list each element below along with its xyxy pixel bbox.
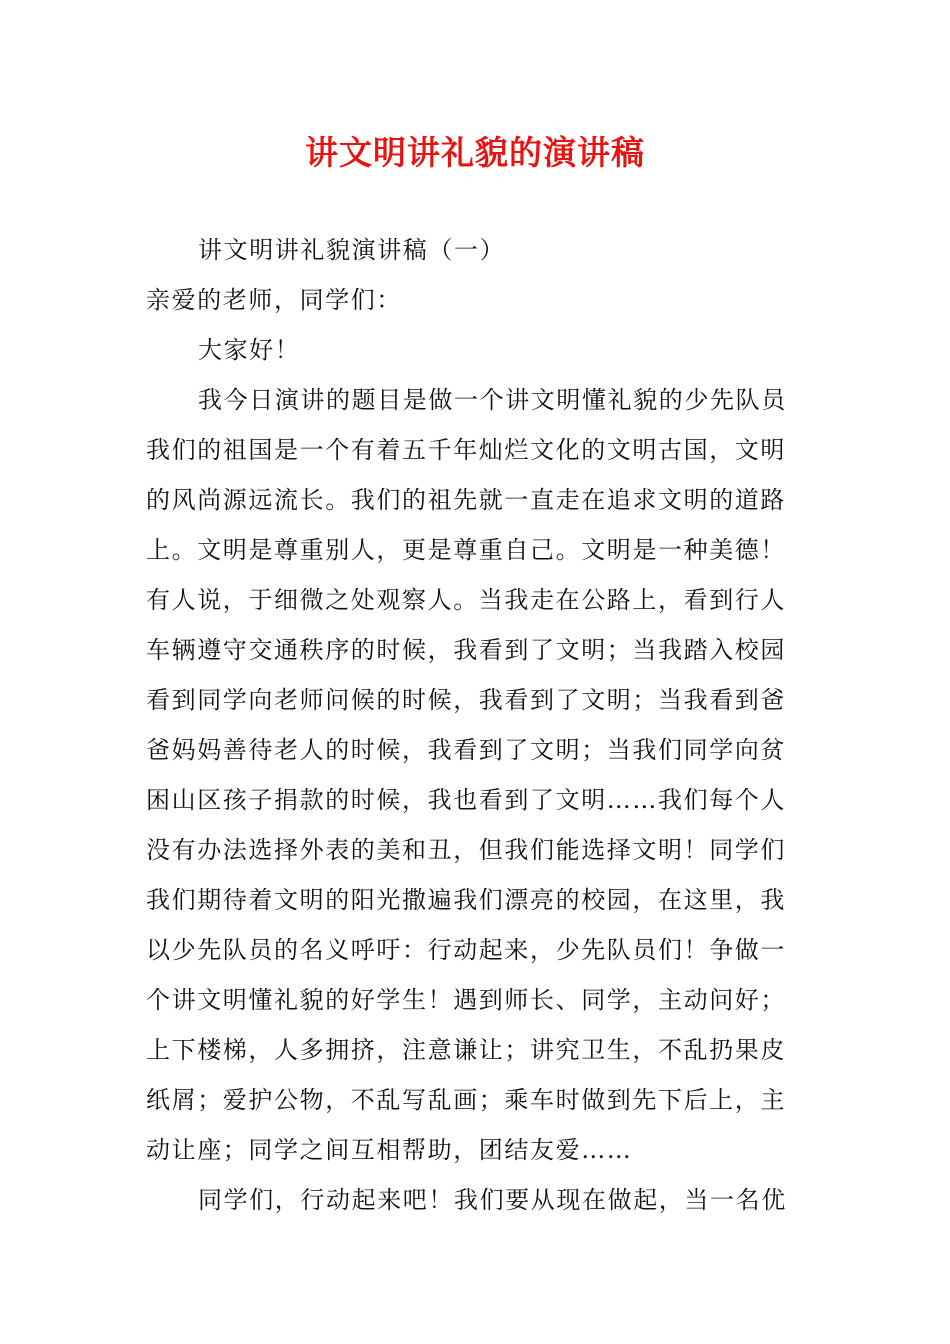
paragraph-line: 有人说，于细微之处观察人。当我走在公路上，看到行人	[146, 586, 786, 614]
greeting-text: 亲爱的老师，同学们：	[146, 286, 402, 314]
speech-subtitle	[146, 225, 810, 275]
paragraph-line: 我们的祖国是一个有着五千年灿烂文化的文明古国，文明	[146, 436, 786, 464]
main-paragraph	[146, 375, 810, 1175]
speech-subtitle-text: 讲文明讲礼貌演讲稿（一）	[198, 236, 506, 264]
salutation-text: 大家好！	[198, 336, 301, 364]
document-title: 讲文明讲礼貌的演讲稿	[305, 133, 645, 172]
paragraph-line: 没有办法选择外表的美和丑，但我们能选择文明！同学们	[146, 836, 786, 864]
salutation-paragraph	[146, 325, 810, 375]
paragraph-line: 车辆遵守交通秩序的时候，我看到了文明；当我踏入校园	[146, 636, 786, 664]
paragraph-line: 纸屑；爱护公物，不乱写乱画；乘车时做到先下后上，主	[146, 1086, 786, 1114]
paragraph-line: 以少先队员的名义呼吁：行动起来，少先队员们！争做一	[146, 936, 786, 964]
document-body	[146, 225, 810, 1225]
greeting-paragraph	[146, 275, 810, 325]
paragraph-line: 困山区孩子捐款的时候，我也看到了文明……我们每个人	[146, 786, 786, 814]
closing-line: 同学们，行动起来吧！我们要从现在做起，当一名优	[198, 1186, 787, 1214]
paragraph-line: 我们期待着文明的阳光撒遍我们漂亮的校园，在这里，我	[146, 886, 786, 914]
paragraph-line: 爸妈妈善待老人的时候，我看到了文明；当我们同学向贫	[146, 736, 786, 764]
paragraph-line: 我今日演讲的题目是做一个讲文明懂礼貌的少先队员	[198, 386, 787, 414]
paragraph-line: 的风尚源远流长。我们的祖先就一直走在追求文明的道路	[146, 486, 786, 514]
paragraph-line: 看到同学向老师问候的时候，我看到了文明；当我看到爸	[146, 686, 786, 714]
paragraph-line: 上。文明是尊重别人，更是尊重自己。文明是一种美德！	[146, 536, 786, 564]
paragraph-line: 动让座；同学之间互相帮助，团结友爱……	[146, 1136, 633, 1164]
paragraph-line: 个讲文明懂礼貌的好学生！遇到师长、同学，主动问好；	[146, 986, 786, 1014]
closing-paragraph	[146, 1175, 810, 1225]
paragraph-line: 上下楼梯，人多拥挤，注意谦让；讲究卫生，不乱扔果皮	[146, 1036, 786, 1064]
